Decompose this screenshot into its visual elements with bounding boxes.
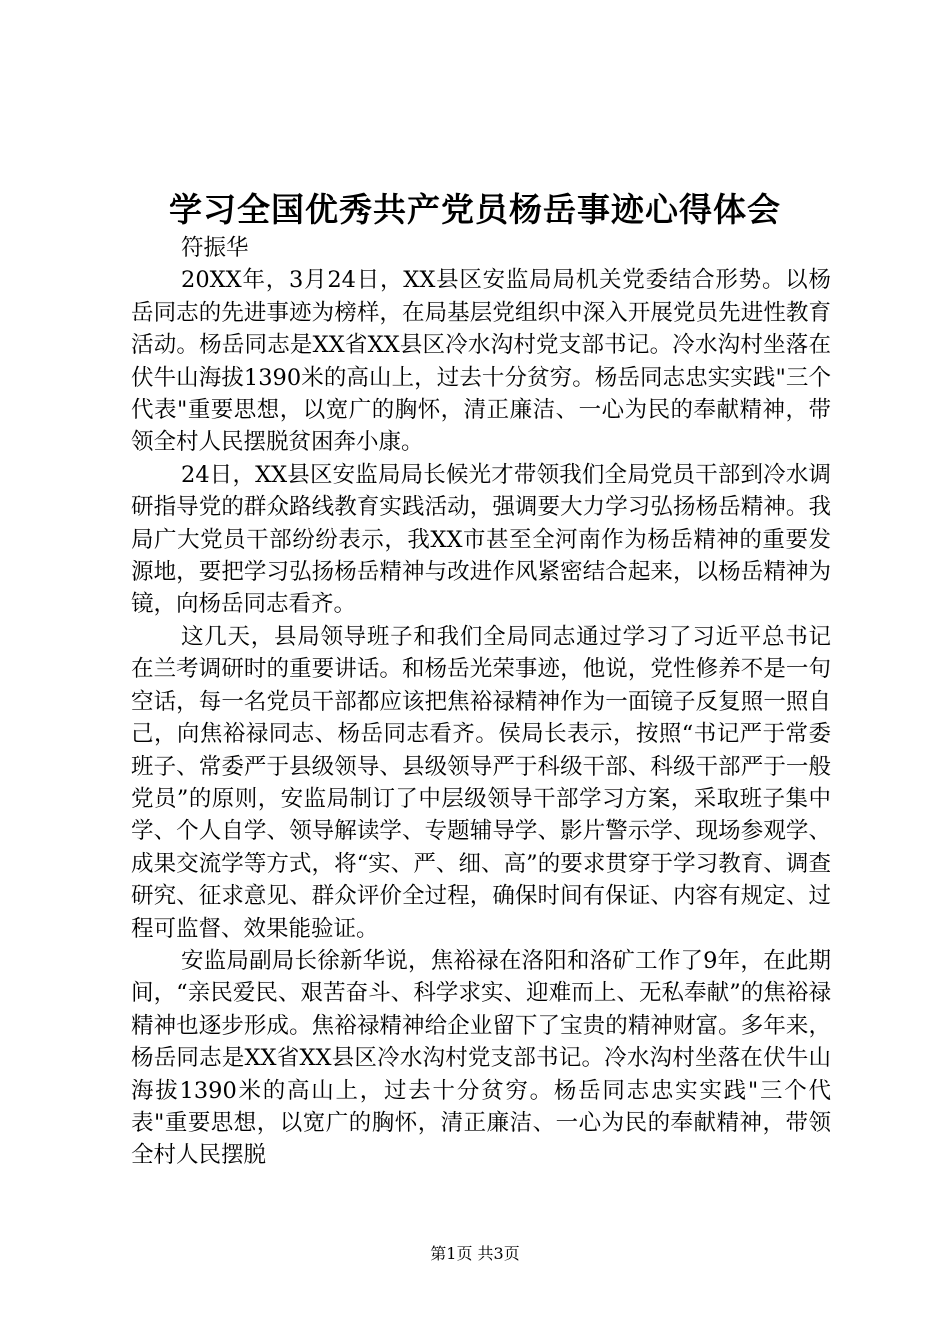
page-footer: 第1页 共3页 — [430, 1244, 520, 1263]
paragraph-3: 这几天，县局领导班子和我们全局同志通过学习了习近平总书记在兰考调研时的重要讲话。和杨岳光荣事迹，他说，党性修养不是一句空话，每一名党员干部都应该把焦裕禄精神作为一面镜子反复照一照自己，向焦裕禄同志、杨岳同志看齐。侯局长表示，按照“书记严于常委班子、常委严于县级领导、县级领导严于科级干部、科级干部严于一般党员”的原则，安监局制订了中层级领导干部学习方案，采取班子集中学、个人自学、领导解读学、专题辅导学、影片警示学、现场参观学、成果交流学等方式，将“实、严、细、高”的要求贯穿于学习教育、调查研究、征求意见、群众评价全过程，确保时间有保证、内容有规定、过程可监督、效果能验证。 — [131, 623, 831, 942]
author-name: 符振华 — [181, 235, 249, 261]
paragraph-1: 20XX年，3月24日，XX县区安监局局机关党委结合形势。以杨岳同志的先进事迹为榜样，在局基层党组织中深入开展党员先进性教育活动。杨岳同志是XX省XX县区冷水沟村党支部书记。冷水沟村坐落在伏牛山海拔1390米的高山上，过去十分贫穷。杨岳同志忠实实践"三个代表"重要思想，以宽广的胸怀，清正廉洁、一心为民的奉献精神，带领全村人民摆脱贫困奔小康。 — [131, 267, 831, 456]
document-title: 学习全国优秀共产党员杨岳事迹心得体会 — [169, 190, 781, 229]
paragraph-4: 安监局副局长徐新华说，焦裕禄在洛阳和洛矿工作了9年，在此期间，“亲民爱民、艰苦奋斗、科学求实、迎难而上、无私奉献”的焦裕禄精神也逐步形成。焦裕禄精神给企业留下了宝贵的精神财富。多年来，杨岳同志是XX省XX县区冷水沟村党支部书记。冷水沟村坐落在伏牛山海拔1390米的高山上，过去十分贫穷。杨岳同志忠实实践"三个代表"重要思想，以宽广的胸怀，清正廉洁、一心为民的奉献精神，带领全村人民摆脱 — [131, 947, 831, 1169]
document-body — [131, 232, 831, 1172]
paragraph-2: 24日，XX县区安监局局长候光才带领我们全局党员干部到冷水调研指导党的群众路线教育实践活动，强调要大力学习弘扬杨岳精神。我局广大党员干部纷纷表示，我XX市甚至全河南作为杨岳精神的重要发源地，要把学习弘扬杨岳精神与改进作风紧密结合起来，以杨岳精神为镜，向杨岳同志看齐。 — [131, 461, 831, 618]
